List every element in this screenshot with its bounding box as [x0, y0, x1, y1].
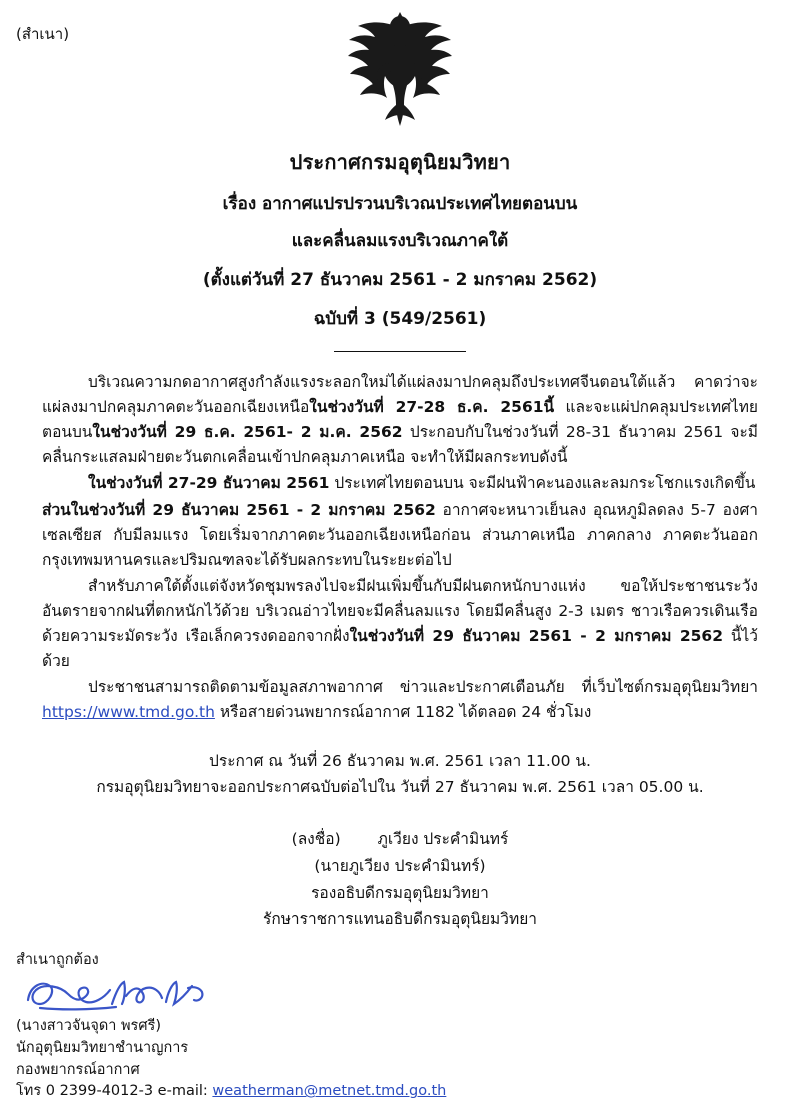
announcement-date: ประกาศ ณ วันที่ 26 ธันวาคม พ.ศ. 2561 เวลา 11.00 น. [209, 751, 591, 770]
signature-line [38, 826, 762, 853]
title-period: (ตั้งแต่วันที่ 27 ธันวาคม 2561 - 2 มกราคม 2562) [202, 270, 598, 290]
document-titles [38, 146, 762, 332]
document-body [38, 370, 762, 726]
signer-position-2: รักษาราชการแทนอธิบดีกรมอุตุนิยมวิทยา [263, 910, 537, 929]
paragraph-1 [42, 370, 758, 470]
emblem-container [38, 10, 762, 134]
p1-part-e: ประกอบกับในช่วงวันที่ 28-31 ธันวาคม 2561 จะมีคลื่นกระแสลมฝ่ายตะวันตกเคลื่อนเข้าปกคลุมภาคเหนือ จะทำให้มีผลกระทบดังนี้ [42, 423, 758, 467]
p5-part-b: หรือสายด่วนพยากรณ์อากาศ 1182 ได้ตลอด 24 ชั่วโมง [214, 703, 592, 722]
contact-line [16, 1081, 446, 1103]
certifier-name: (นางสาวจันจุดา พรศรี) [16, 1018, 161, 1034]
handwritten-signature-icon [20, 974, 220, 1014]
closing-block [38, 748, 762, 801]
p4-part-b: ในช่วงวันที่ 29 ธันวาคม 2561 - 2 มกราคม 2562 [349, 627, 723, 646]
email-link[interactable]: weatherman@metnet.tmd.go.th [212, 1083, 447, 1100]
paragraph-3 [42, 498, 758, 573]
paragraph-2 [42, 471, 758, 496]
signer-position-1: รองอธิบดีกรมอุตุนิยมวิทยา [311, 883, 489, 902]
p1-part-a: บริเวณความกดอากาศสูงกำลังแรงระลอกใหม่ได้แผ่ลงมาปกคลุมถึงประเทศจีนตอนใต้แล้ว คาดว่าจะแผ่ลงมาปกคลุมภาคตะวันออกเฉียงเหนือ [42, 373, 758, 417]
phone-label: โทร 0 2399-4012-3 e-mail: [16, 1083, 213, 1100]
garuda-emblem [344, 12, 456, 130]
p3-part-b: อากาศจะหนาวเย็นลง อุณหภูมิลดลง 5-7 องศาเซลเซียส กับมีลมแรง โดยเริ่มจากภาคตะวันออกเฉียงเหนือก่อน ส่วนภาคเหนือ ภาคกลาง ภาคตะวันออก กรุงเทพมหานครและปริมณฑลจะได้รับผลกระทบในระยะต่อไป [42, 500, 758, 569]
paragraph-5 [42, 675, 758, 725]
p4-part-a: สำหรับภาคใต้ตั้งแต่จังหวัดชุมพรลงไปจะมีฝนเพิ่มขึ้นกับมีฝนตกหนักบางแห่ง ขอให้ประชาชนระวังอันตรายจากฝนที่ตกหนักไว้ด้วย บริเวณอ่าวไทยจะมีคลื่นลมแรง โดยมีคลื่นสูง 2-3 เมตร ชาวเรือควรเดินเรือด้วยความระมัดระวัง เรือเล็กควรงดออกจากฝั่ง [42, 576, 758, 646]
copy-mark: (สำเนา) [16, 25, 70, 43]
signer-name-paren: (นายภูเวียง ประคำมินทร์) [314, 856, 486, 875]
horizontal-divider [334, 351, 466, 352]
p2-part-b: ประเทศไทยตอนบน จะมีฝนฟ้าคะนองและลมกระโชกแรงเกิดขึ้น [329, 474, 756, 493]
p1-part-b: ในช่วงวันที่ 27-28 ธ.ค. 2561นี้ [309, 398, 555, 417]
certify-label: สำเนาถูกต้อง [16, 952, 99, 969]
p1-part-c: และจะแผ่ปกคลุมประเทศไทยตอนบน [42, 398, 759, 442]
title-main: ประกาศกรมอุตุนิยมวิทยา [289, 150, 511, 174]
certifier-role: นักอุตุนิยมวิทยาชำนาญการ [16, 1039, 189, 1056]
divider-container [38, 338, 762, 356]
p3-part-a: ส่วนในช่วงวันที่ 29 ธันวาคม 2561 - 2 มกราคม 2562 [42, 500, 436, 519]
tmd-website-link[interactable]: https://www.tmd.go.th [42, 703, 215, 722]
p2-part-a: ในช่วงวันที่ 27-29 ธันวาคม 2561 [88, 474, 330, 493]
certifier-division: กองพยากรณ์อากาศ [16, 1061, 140, 1078]
p1-part-d: ในช่วงวันที่ 29 ธ.ค. 2561- 2 ม.ค. 2562 [92, 423, 403, 442]
p5-part-a: ประชาชนสามารถติดตามข้อมูลสภาพอากาศ ข่าวและประกาศเตือนภัย ที่เว็บไซต์กรมอุตุนิยมวิทยา [88, 678, 758, 697]
title-subject: เรื่อง อากาศแปรปรวนบริเวณประเทศไทยตอนบน [222, 194, 578, 214]
signature-label: (ลงชื่อ) [291, 830, 341, 849]
title-issue-number: ฉบับที่ 3 (549/2561) [313, 309, 487, 329]
title-subject-line2: และคลื่นลมแรงบริเวณภาคใต้ [291, 231, 509, 251]
p4-part-c: นี้ไว้ด้วย [42, 627, 758, 671]
signer-name: ภูเวียง ประคำมินทร์ [377, 830, 509, 849]
signature-block [38, 826, 762, 933]
footer-certification [16, 950, 446, 1103]
next-announcement: กรมอุตุนิยมวิทยาจะออกประกาศฉบับต่อไปใน วันที่ 27 ธันวาคม พ.ศ. 2561 เวลา 05.00 น. [96, 777, 704, 796]
paragraph-4 [42, 574, 758, 674]
